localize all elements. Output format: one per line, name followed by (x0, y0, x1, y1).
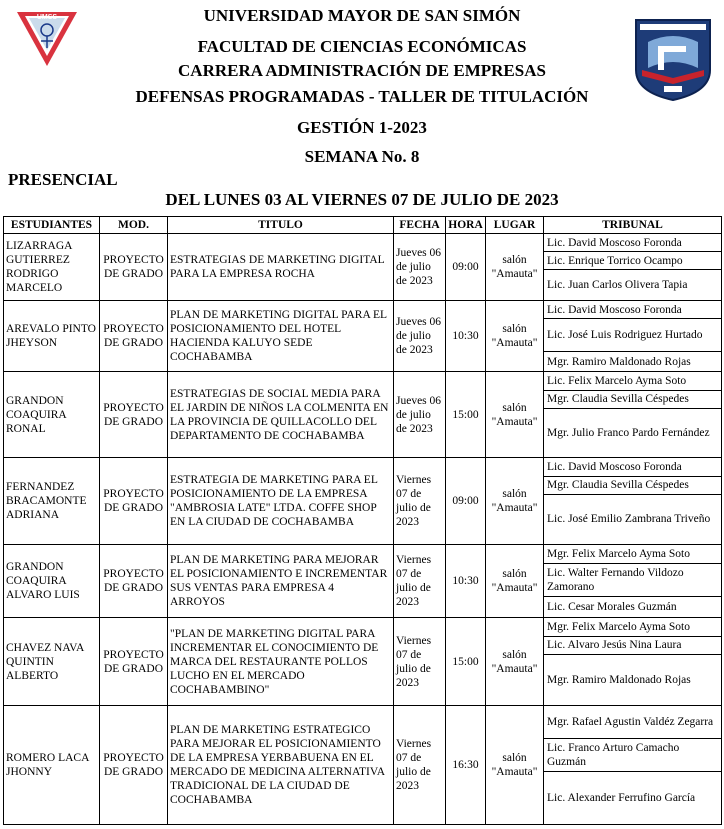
tribunal-member: Lic. David Moscoso Foronda (544, 234, 721, 252)
time-cell: 16:30 (446, 706, 486, 825)
tribunal-member: Lic. David Moscoso Foronda (544, 301, 721, 319)
col-header-students: ESTUDIANTES (4, 217, 100, 234)
title-cell: PLAN DE MARKETING PARA MEJORAR EL POSICIONAMIENTO E INCREMENTAR SUS VENTAS PARA EMPRESA 4 ARROYOS (168, 545, 394, 618)
career-name: CARRERA ADMINISTRACIÓN DE EMPRESAS (178, 61, 546, 80)
tribunal-cell (544, 301, 722, 372)
date-cell: Jueves 06 de julio de 2023 (394, 301, 446, 372)
tribunal-member: Lic. Cesar Morales Guzmán (547, 600, 677, 613)
semana-label: SEMANA No. 8 (304, 147, 420, 166)
date-cell: Jueves 06 de julio de 2023 (394, 234, 446, 301)
tribunal-member: Lic. Alexander Ferrufino García (547, 792, 696, 804)
faculty-name: FACULTAD DE CIENCIAS ECONÓMICAS (197, 37, 527, 56)
tribunal-member: Mgr. Ramiro Maldonado Rojas (547, 355, 691, 368)
tribunal-member: Mgr. Rafael Agustin Valdéz Zegarra (544, 706, 721, 739)
document-title: DEFENSAS PROGRAMADAS - TALLER DE TITULACIÓN (135, 87, 589, 106)
time-cell: 10:30 (446, 545, 486, 618)
student-cell: GRANDON COAQUIRA ALVARO LUIS (4, 545, 100, 618)
tribunal-member: Lic. Walter Fernando Vildozo Zamorano (544, 564, 721, 597)
student-cell: FERNANDEZ BRACAMONTE ADRIANA (4, 458, 100, 545)
tribunal-cell (544, 545, 722, 618)
tribunal-member: Lic. Franco Arturo Camacho Guzmán (544, 739, 721, 772)
tribunal-member: Mgr. Julio Franco Pardo Fernández (547, 426, 710, 439)
tribunal-member: Lic. Enrique Torrico Ocampo (544, 252, 721, 270)
mod-cell: PROYECTO DE GRADO (100, 372, 168, 458)
tribunal-member: Lic. David Moscoso Foronda (544, 459, 721, 477)
mod-cell: PROYECTO DE GRADO (100, 234, 168, 301)
col-header-mod: MOD. (100, 217, 168, 234)
place-cell: salón "Amauta" (486, 618, 544, 706)
place-cell: salón "Amauta" (486, 301, 544, 372)
tribunal-member: Lic. Felix Marcelo Ayma Soto (544, 373, 721, 391)
table-row (4, 372, 722, 458)
tribunal-member: Mgr. Felix Marcelo Ayma Soto (544, 619, 721, 637)
university-name: UNIVERSIDAD MAYOR DE SAN SIMÓN (203, 6, 521, 25)
umss-logo-text: UMSS (36, 14, 58, 21)
place-cell: salón "Amauta" (486, 458, 544, 545)
tribunal-cell (544, 706, 722, 825)
date-cell: Viernes 07 de julio de 2023 (394, 706, 446, 825)
table-row (4, 234, 722, 301)
time-cell: 09:00 (446, 458, 486, 545)
place-cell: salón "Amauta" (486, 545, 544, 618)
title-cell: ESTRATEGIAS DE SOCIAL MEDIA PARA EL JARDIN DE NIÑOS LA COLMENITA EN LA PROVINCIA DE QUILLACOLLO DEL DEPARTAMENTO DE COCHABAMBA (168, 372, 394, 458)
tribunal-member: Lic. José Luis Rodriguez Hurtado (544, 319, 721, 352)
student-cell: CHAVEZ NAVA QUINTIN ALBERTO (4, 618, 100, 706)
tribunal-member: Mgr. Claudia Sevilla Céspedes (544, 391, 721, 409)
tribunal-cell (544, 234, 722, 301)
mode-label: PRESENCIAL (8, 170, 118, 189)
student-cell: LIZARRAGA GUTIERREZ RODRIGO MARCELO (4, 234, 100, 301)
tribunal-cell (544, 458, 722, 545)
title-cell: "PLAN DE MARKETING DIGITAL PARA INCREMENTAR EL CONOCIMIENTO DE MARCA DEL RESTAURANTE POLLOS LUCHO EN EL MERCADO COCHABAMBINO" (168, 618, 394, 706)
date-cell: Viernes 07 de julio de 2023 (394, 545, 446, 618)
title-cell: ESTRATEGIAS DE MARKETING DIGITAL PARA LA EMPRESA ROCHA (168, 234, 394, 301)
week-range: DEL LUNES 03 AL VIERNES 07 DE JULIO DE 2023 (165, 190, 559, 209)
student-cell: AREVALO PINTO JHEYSON (4, 301, 100, 372)
title-cell: PLAN DE MARKETING ESTRATEGICO PARA MEJORAR EL POSICIONAMIENTO DE LA EMPRESA YERBABUENA EN EL MERCADO DE MEDICINA ALTERNATIVA TRADICIONAL DE LA CIUDAD DE COCHABAMBA (168, 706, 394, 825)
date-cell: Jueves 06 de julio de 2023 (394, 372, 446, 458)
col-header-date: FECHA (394, 217, 446, 234)
table-row (4, 706, 722, 825)
time-cell: 15:00 (446, 372, 486, 458)
tribunal-cell (544, 618, 722, 706)
title-cell: ESTRATEGIA DE MARKETING PARA EL POSICIONAMIENTO DE LA EMPRESA "AMBROSIA LATE" LTDA. COFFE SHOP EN LA CIUDAD DE COCHABAMBA (168, 458, 394, 545)
col-header-place: LUGAR (486, 217, 544, 234)
title-cell: PLAN DE MARKETING DIGITAL PARA EL POSICIONAMIENTO DEL HOTEL HACIENDA KALUYO SEDE COCHABAMBA (168, 301, 394, 372)
place-cell: salón "Amauta" (486, 234, 544, 301)
tribunal-cell (544, 372, 722, 458)
tribunal-member: Lic. José Emilio Zambrana Triveño (547, 513, 711, 525)
date-cell: Viernes 07 de julio de 2023 (394, 618, 446, 706)
student-cell: ROMERO LACA JHONNY (4, 706, 100, 825)
time-cell: 10:30 (446, 301, 486, 372)
place-cell: salón "Amauta" (486, 372, 544, 458)
tribunal-member: Mgr. Claudia Sevilla Céspedes (544, 477, 721, 495)
table-row (4, 458, 722, 545)
col-header-title: TITULO (168, 217, 394, 234)
mod-cell: PROYECTO DE GRADO (100, 458, 168, 545)
table-row (4, 618, 722, 706)
tribunal-member: Lic. Alvaro Jesús Nina Laura (544, 637, 721, 655)
col-header-tribunal: TRIBUNAL (544, 217, 722, 234)
mod-cell: PROYECTO DE GRADO (100, 301, 168, 372)
defense-schedule-table (3, 216, 722, 825)
tribunal-member: Mgr. Ramiro Maldonado Rojas (547, 673, 691, 686)
time-cell: 09:00 (446, 234, 486, 301)
col-header-time: HORA (446, 217, 486, 234)
mod-cell: PROYECTO DE GRADO (100, 706, 168, 825)
mod-cell: PROYECTO DE GRADO (100, 618, 168, 706)
table-header-row (4, 217, 722, 234)
student-cell: GRANDON COAQUIRA RONAL (4, 372, 100, 458)
tribunal-member: Mgr. Felix Marcelo Ayma Soto (544, 546, 721, 564)
mod-cell: PROYECTO DE GRADO (100, 545, 168, 618)
gestion-label: GESTIÓN 1-2023 (297, 118, 427, 137)
date-cell: Viernes 07 de julio de 2023 (394, 458, 446, 545)
table-row (4, 545, 722, 618)
tribunal-member: Lic. Juan Carlos Olivera Tapia (547, 279, 688, 291)
place-cell: salón "Amauta" (486, 706, 544, 825)
time-cell: 15:00 (446, 618, 486, 706)
table-row (4, 301, 722, 372)
